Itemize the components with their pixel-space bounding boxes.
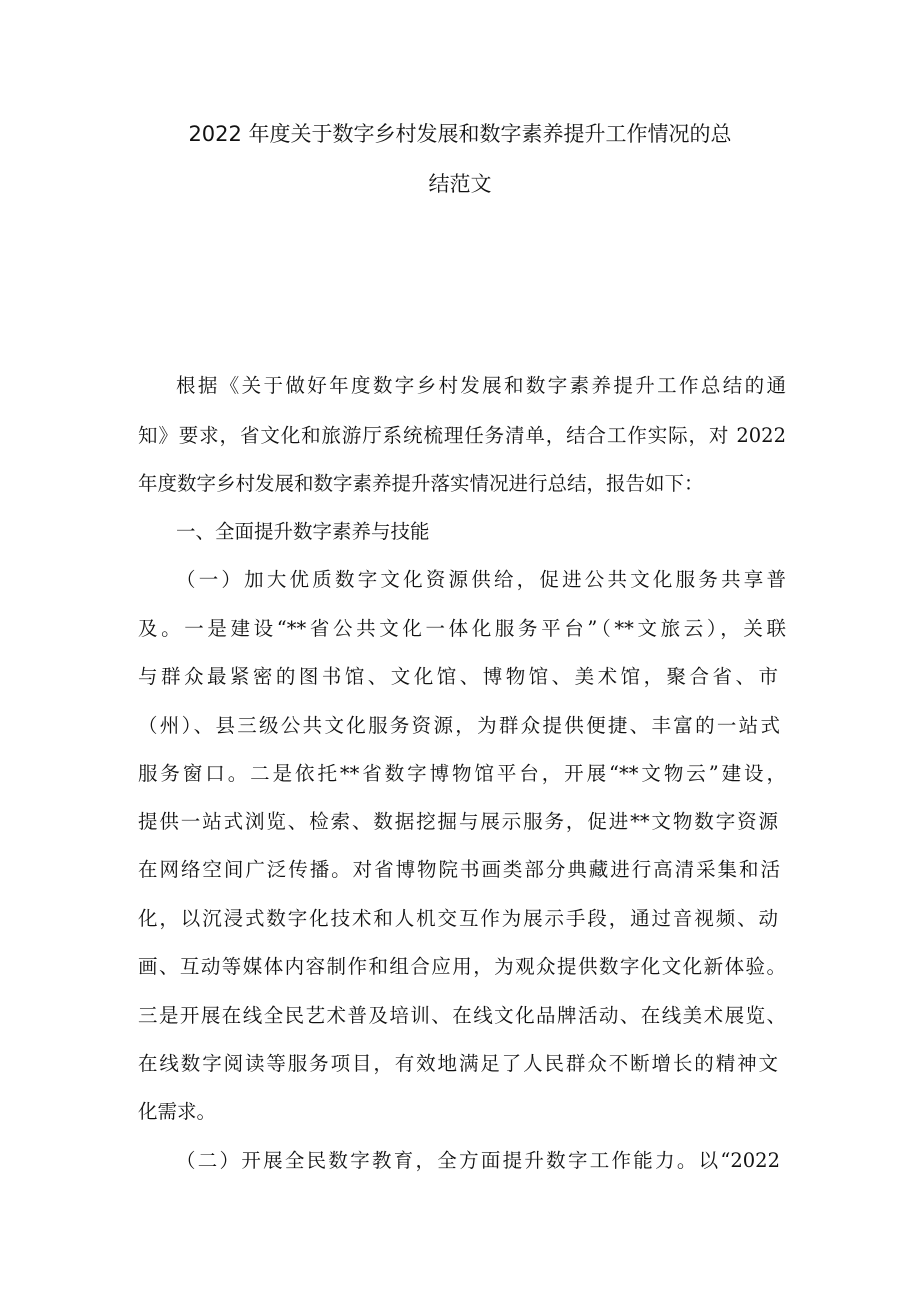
paragraph-line: 知》要求，省文化和旅游厅系统梳理任务清单，结合工作实际，对 2022 xyxy=(138,424,786,447)
paragraph-line: 与群众最紧密的图书馆、文化馆、博物馆、美术馆，聚合省、市 xyxy=(138,665,778,688)
section-heading: 一、全面提升数字素养与技能 xyxy=(176,520,430,543)
paragraph-line: 化，以沉浸式数字化技术和人机交互作为展示手段，通过音视频、动 xyxy=(138,907,778,930)
paragraph-line: （一）加大优质数字文化资源供给，促进公共文化服务共享普 xyxy=(176,568,786,591)
document-title-line-1: 2022 年度关于数字乡村发展和数字素养提升工作情况的总 xyxy=(188,122,732,146)
paragraph-line: 画、互动等媒体内容制作和组合应用，为观众提供数字化文化新体验。 xyxy=(138,955,786,978)
paragraph-line: 及。一是建设“**省公共文化一体化服务平台”（**文旅云），关联 xyxy=(138,617,786,640)
paragraph-line: 三是开展在线全民艺术普及培训、在线文化品牌活动、在线美术展览、 xyxy=(138,1004,786,1027)
paragraph-line: 在网络空间广泛传播。对省博物院书画类部分典藏进行高清采集和活 xyxy=(138,858,780,881)
paragraph-line: 化需求。 xyxy=(138,1100,217,1123)
document-title-line-2: 结范文 xyxy=(428,172,492,196)
paragraph-line: 根据《关于做好年度数字乡村发展和数字素养提升工作总结的通 xyxy=(176,374,786,397)
paragraph-line: 提供一站式浏览、检索、数据挖掘与展示服务，促进**文物数字资源 xyxy=(138,810,778,833)
paragraph-line: 服务窗口。二是依托**省数字博物馆平台，开展“**文物云”建设， xyxy=(138,762,786,785)
paragraph-line: 年度数字乡村发展和数字素养提升落实情况进行总结，报告如下： xyxy=(138,472,704,495)
paragraph-line: 在线数字阅读等服务项目，有效地满足了人民群众不断增长的精神文 xyxy=(138,1052,778,1075)
paragraph-line: （二）开展全民数字教育，全方面提升数字工作能力。以“2022 xyxy=(176,1149,780,1172)
paragraph-line: （州）、县三级公共文化服务资源，为群众提供便捷、丰富的一站式 xyxy=(138,714,780,737)
